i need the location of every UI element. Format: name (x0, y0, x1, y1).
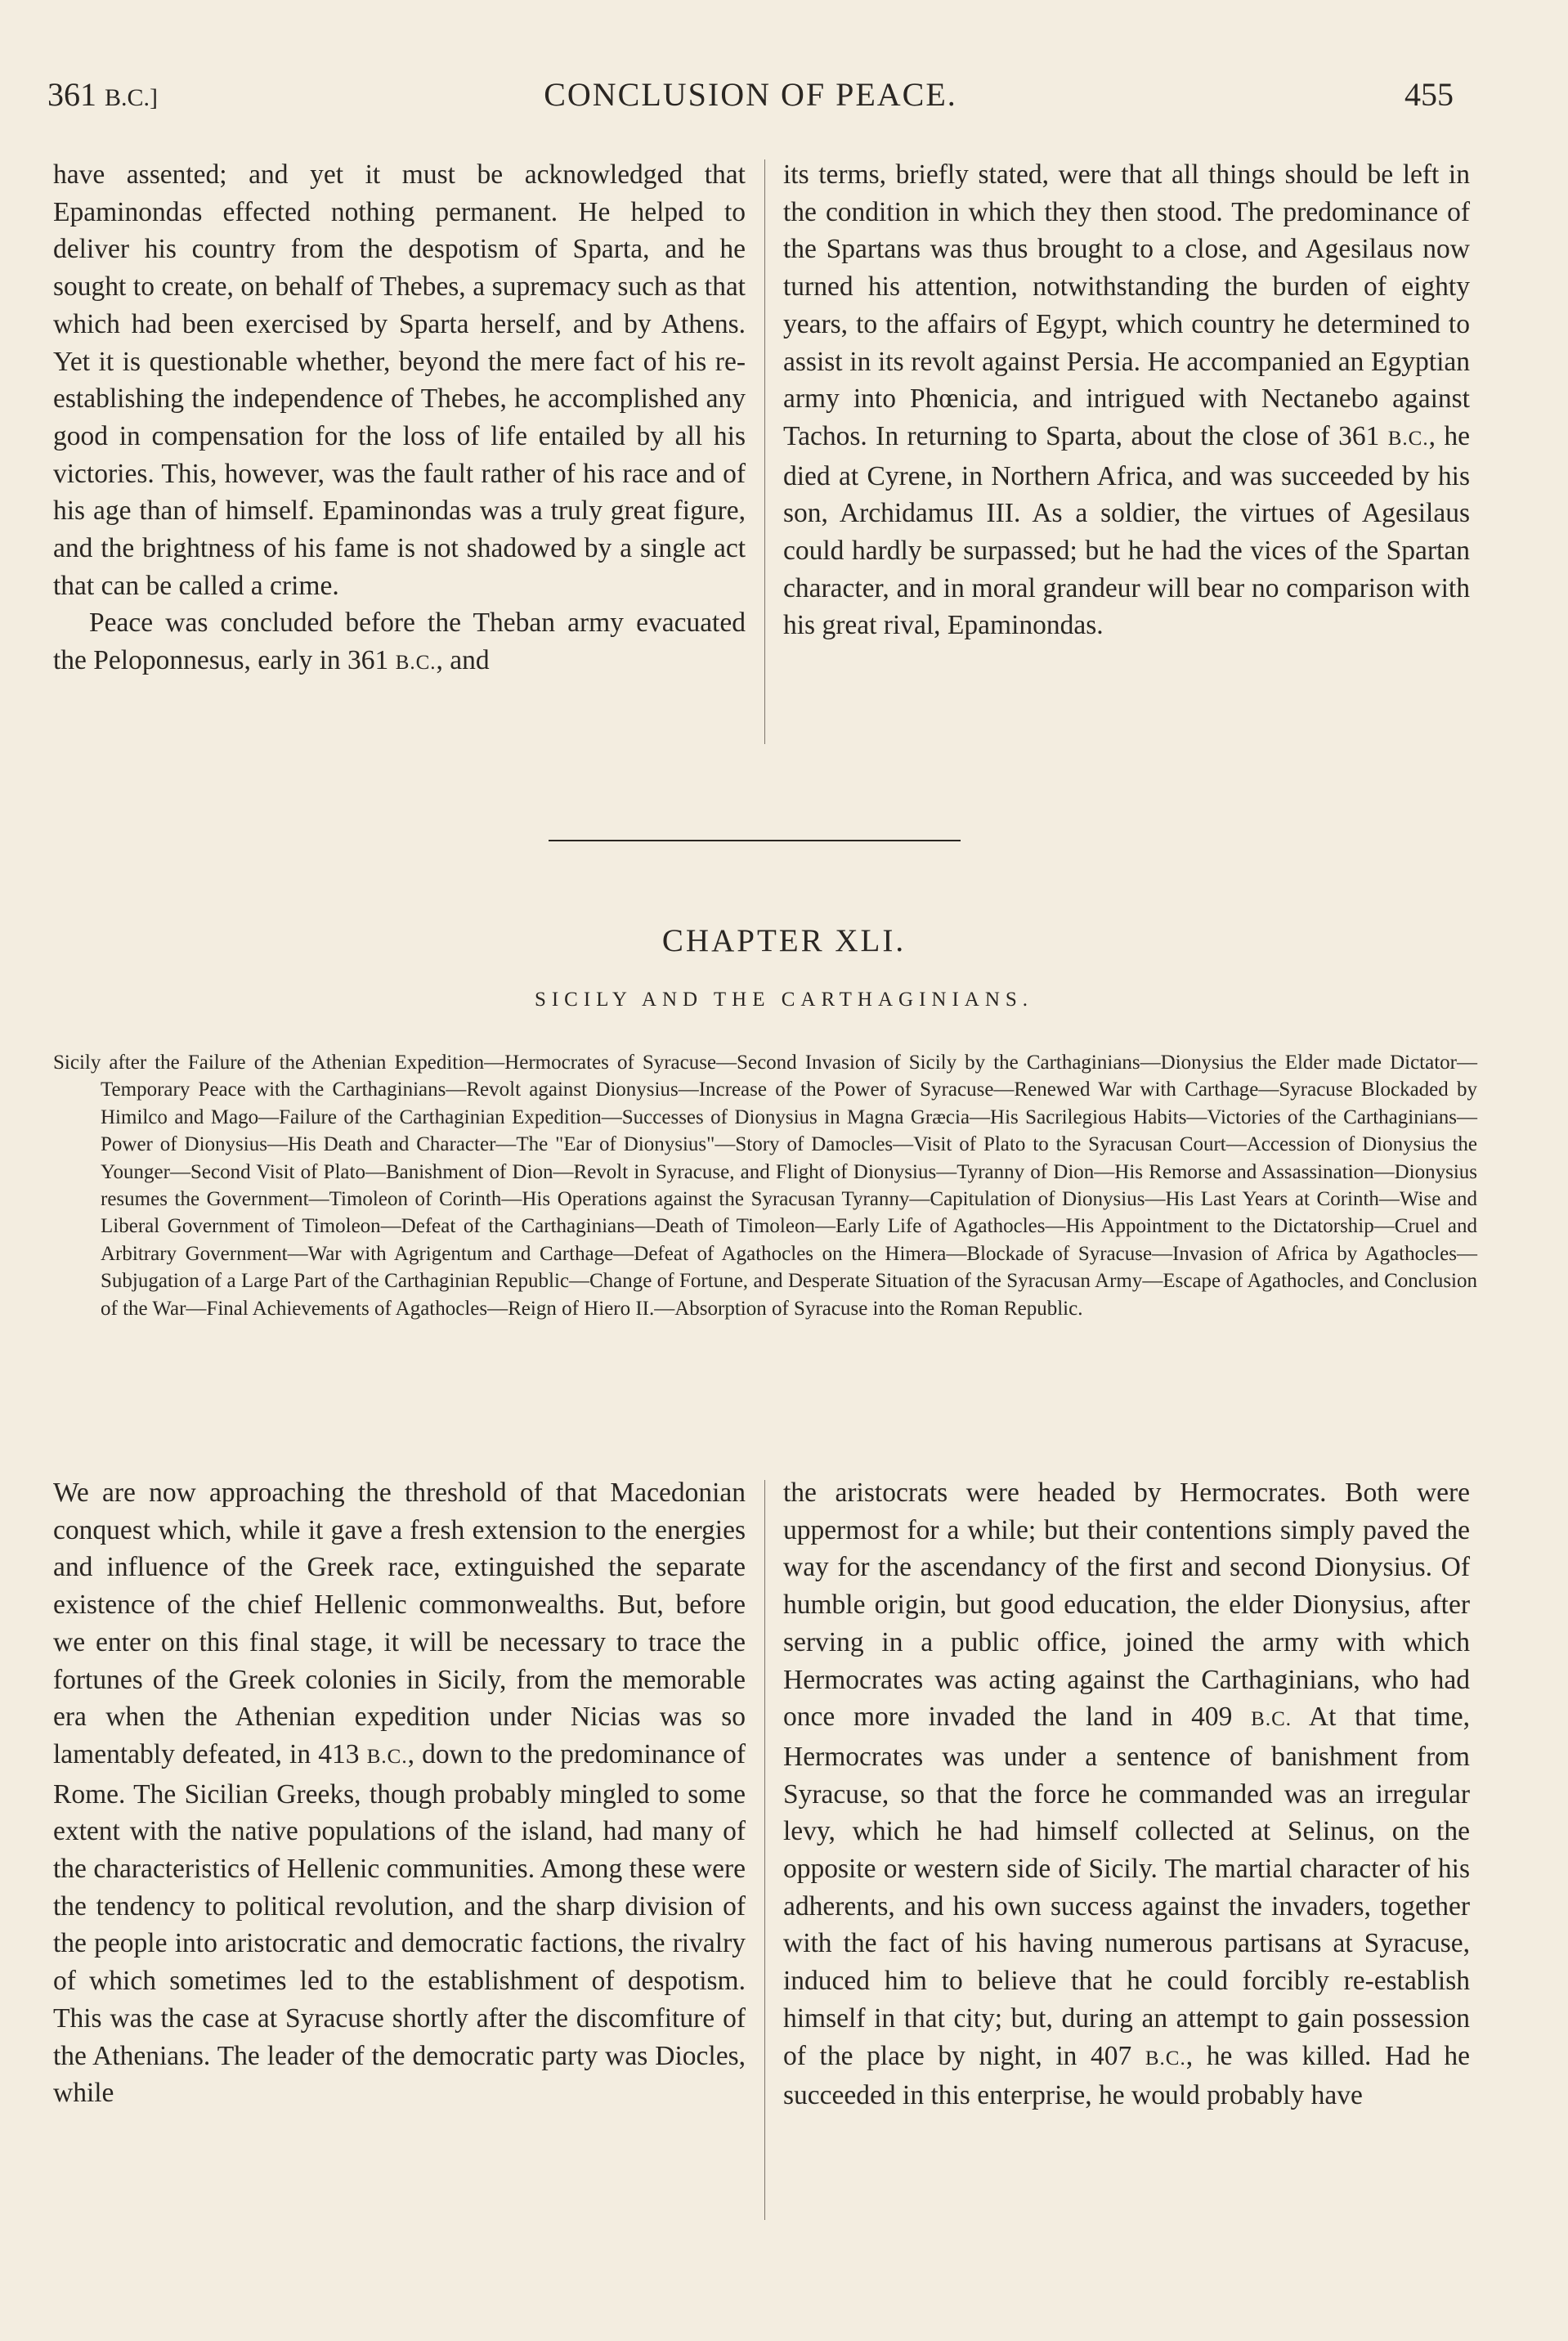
top-left-column (53, 156, 746, 761)
paragraph-text: , he died at Cyrene, in Northern Africa, and was succeeded by his son, Archidamus III. As a soldier, the virtues of Agesilaus could hardly be surpassed; but he had the vices of the Spartan character, and in moral grandeur will bear no comparison with his great rival, Epaminondas. (783, 420, 1470, 641)
running-head-era: B.C.] (105, 84, 159, 111)
chapter-subtitle: SICILY AND THE CARTHAGINIANS. (534, 989, 1034, 1011)
paragraph-text: Peace was concluded before the Theban army evacuated the Peloponnesus, early in 361 (53, 608, 746, 676)
paragraph-text: its terms, briefly stated, were that all things should be left in the condition in which they then stood. The predominance of the Spartans was thus brought to a close, and Agesilaus now turned his attention, notwithstanding the burden of eighty years, to the affairs of Egypt, which country he determined to assist in its revolt against Persia. He accompanied an Egyptian army into Phœnicia, and intrigued with Nectanebo against Tachos. In returning to Sparta, about the close of 361 (783, 159, 1470, 451)
drop-cap: We (53, 1478, 89, 1508)
top-right-column (783, 156, 1470, 761)
paragraph-macedonian-conquest (53, 1474, 746, 2112)
paragraph-text: the aristocrats were headed by Hermocrates. Both were uppermost for a while; but their contentions simply paved the way for the ascendancy of the first and second Dionysius. Of humble origin, but good education, the elder Dionysius, after serving in a public office, joined the army with which Hermocrates was acting against the Carthaginians, who had once more invaded the land in 409 (783, 1478, 1470, 1733)
paragraph-peace-concluded (53, 604, 746, 681)
paragraph-epaminondas: have assented; and yet it must be acknowledged that Epaminondas effected nothing permanent. He helped to deliver his country from the despotism of Sparta, and he sought to create, on behalf of Thebes, a supremacy such as that which had been exercised by Sparta herself, and by Athens. Yet it is questionable whether, beyond the mere fact of his re-establishing the independence of Thebes, he accomplished any good in compensation for the loss of life entailed by all his victories. This, however, was the fault rather of his race and of his age than of himself. Epaminondas was a truly great figure, and the brightness of his fame is not shadowed by a single act that can be called a crime. (53, 159, 746, 601)
page-number: 455 (1404, 76, 1454, 113)
era-abbrev: B.C. (366, 1745, 408, 1768)
section-rule (549, 840, 961, 841)
paragraph-text: , he was killed. Had he succeeded in this enterprise, he would probably have (783, 2040, 1470, 2111)
era-abbrev: B.C. (1251, 1708, 1292, 1731)
chapter-title: CHAPTER XLI. (661, 923, 907, 958)
paragraph-text: are now approaching the threshold of that Macedonian conquest which, while it gave a fresh extension to the energies and influence of the Greek race, extinguished the separate existence of the chief Hellenic commonwealths. But, before we enter on this final stage, it will be necessary to trace the fortunes of the Greek colonies in Sicily, from the memorable era when the Athenian expedition under Nicias was so lamentably defeated, in 413 (53, 1478, 746, 1769)
era-abbrev: B.C. (395, 652, 437, 675)
paragraph-terms-of-peace (783, 156, 1470, 644)
running-head-year: 361 (47, 76, 96, 113)
column-divider-bottom (764, 1480, 765, 2220)
synopsis-text: Sicily after the Failure of the Athenian Expedition—Hermocrates of Syracuse—Second Invasion of Sicily by the Carthaginians—Dionysius the Elder made Dictator—Temporary Peace with the Carthaginians—Revolt against Dionysius—Increase of the Power of Syracuse—Renewed War with Carthage—Syracuse Blockaded by Himilco and Mago—Failure of the Carthaginian Expedition—Successes of Dionysius in Magna Græcia—His Sacrilegious Habits—Victories of the Carthaginians—Power of Dionysius—His Death and Character—The "Ear of Dionysius"—Story of Damocles—Visit of Plato to the Syracusan Court—Accession of Dionysius the Younger—Second Visit of Plato—Banishment of Dion—Revolt in Syracuse, and Flight of Dionysius—Tyranny of Dion—His Remorse and Assassination—Dionysius resumes the Government—Timoleon of Corinth—His Operations against the Syracusan Tyranny—Capitulation of Dionysius—His Last Years at Corinth—Wise and Liberal Government of Timoleon—Defeat of the Carthaginians—Death of Timoleon—Early Life of Agathocles—His Appointment to the Dictatorship—Cruel and Arbitrary Government—War with Agrigentum and Carthage—Defeat of Agathocles on the Himera—Blockade of Syracuse—Invasion of Africa by Agathocles—Subjugation of a Large Part of the Carthaginian Republic—Change of Fortune, and Desperate Situation of the Syracusan Army—Escape of Agathocles, and Conclusion of the War—Final Achievements of Agathocles—Reign of Hiero II.—Absorption of Syracuse into the Roman Republic. (53, 1052, 1477, 1320)
paragraph-text: , down to the predominance of Rome. The Sicilian Greeks, though probably mingled to some extent with the native populations of the island, had many of the characteristics of Hellenic communities. Among these were the tendency to political revolution, and the sharp division of the people into aristocratic and democratic factions, the rivalry of which sometimes led to the establishment of despotism. This was the case at Syracuse shortly after the discomfiture of the Athenians. The leader of the democratic party was Diocles, while (53, 1738, 746, 2109)
running-head-title: CONCLUSION OF PEACE. (544, 76, 957, 113)
bottom-left-column (53, 1474, 746, 2243)
paragraph-text: At that time, Hermocrates was under a sentence of banishment from Syracuse, so that the force he commanded was an irregular levy, which he had himself collected at Selinus, on the opposite or western side of Sicily. The martial character of his adherents, and his own success against the invaders, together with the fact of his having numerous partisans at Syracuse, induced him to believe that he could forcibly re-establish himself in that city; but, during an attempt to gain possession of the place by night, in 407 (783, 1702, 1470, 2071)
bottom-right-column (783, 1474, 1470, 2243)
column-divider-top (764, 159, 765, 744)
running-head (47, 75, 1454, 124)
chapter-synopsis (53, 1049, 1477, 1322)
paragraph-text: , and (436, 645, 490, 676)
paragraph-hermocrates (783, 1474, 1470, 2115)
era-abbrev: B.C. (1387, 427, 1429, 450)
era-abbrev: B.C. (1145, 2047, 1186, 2070)
